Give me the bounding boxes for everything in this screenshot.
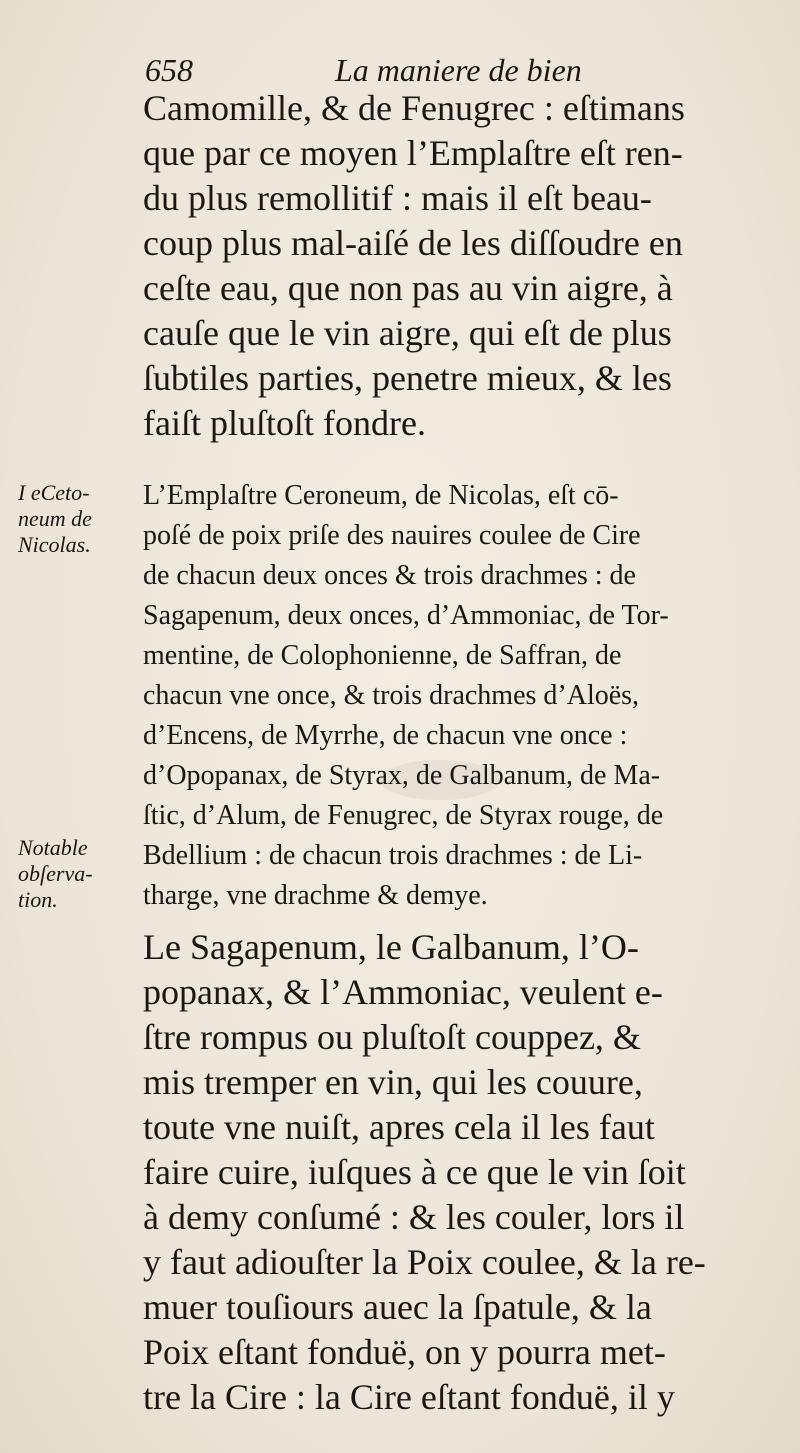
text-line: ceſte eau, que non pas au vin aigre, à: [143, 268, 673, 308]
text-line: à demy conſumé : & les couler, lors il: [143, 1197, 685, 1237]
text-line: coup plus mal-aiſé de les diſſoudre en: [143, 223, 683, 263]
text-line: y faut adiouſter la Poix coulee, & la re-: [143, 1242, 706, 1282]
text-line: ſtic, d’Alum, de Fenugrec, de Styrax rouge, de: [143, 800, 664, 831]
margin-note-observation: [18, 835, 148, 913]
text-line: d’Opopanax, de Styrax, de Galbanum, de Ma-: [143, 760, 661, 791]
text-line: d’Encens, de Myrrhe, de chacun vne once :: [143, 720, 628, 751]
text-line: mis tremper en vin, qui les couure,: [143, 1062, 643, 1102]
text-line: du plus remollitif : mais il eſt beau-: [143, 178, 652, 218]
text-line: ſtre rompus ou pluſtoſt couppez, &: [143, 1017, 641, 1057]
margin-note-line: neum de: [18, 506, 92, 531]
text-line: faire cuire, iuſques à ce que le vin ſoit: [143, 1152, 686, 1192]
text-line: Bdellium : de chacun trois drachmes : de Li-: [143, 840, 643, 871]
text-line: tharge, vne drachme & demye.: [143, 880, 488, 911]
text-line: cauſe que le vin aigre, qui eſt de plus: [143, 313, 672, 353]
text-line: toute vne nuiſt, apres cela il les faut: [143, 1107, 655, 1147]
text-line: Sagapenum, deux onces, d’Ammoniac, de Tor-: [143, 600, 669, 631]
text-line: Camomille, & de Fenugrec : eſtimans: [143, 88, 685, 128]
text-line: de chacun deux onces & trois drachmes : de: [143, 560, 636, 591]
margin-note-line: tion.: [18, 887, 58, 912]
text-line: muer touſiours auec la ſpatule, & la: [143, 1287, 652, 1327]
paragraph-1: [143, 86, 783, 446]
text-line: mentine, de Colophonienne, de Saffran, de: [143, 640, 622, 671]
text-line: faiſt pluſtoſt fondre.: [143, 403, 426, 443]
text-line: que par ce moyen l’Emplaſtre eſt ren-: [143, 133, 683, 173]
margin-note-line: obſerva-: [18, 861, 93, 886]
text-line: tre la Cire : la Cire eſtant fonduë, il y: [143, 1377, 675, 1417]
paragraph-2: [143, 476, 783, 916]
text-line: ſubtiles parties, penetre mieux, & les: [143, 358, 672, 398]
text-line: Poix eſtant fonduë, on y pourra met-: [143, 1332, 666, 1372]
text-line: poſé de poix priſe des nauires coulee de Cire: [143, 520, 641, 551]
text-line: L’Emplaſtre Ceroneum, de Nicolas, eſt cō-: [143, 480, 619, 511]
margin-note-line: Nicolas.: [18, 532, 91, 557]
paragraph-3: [143, 925, 783, 1420]
page-number: 658: [145, 52, 193, 88]
text-line: Le Sagapenum, le Galbanum, l’O-: [143, 927, 639, 967]
text-line: popanax, & l’Ammoniac, veulent e-: [143, 972, 663, 1012]
margin-note-line: I eCeto-: [18, 480, 90, 505]
running-title: La maniere de bien: [335, 52, 582, 88]
margin-note-line: Notable: [18, 835, 88, 860]
text-line: chacun vne once, & trois drachmes d’Aloës,: [143, 680, 640, 711]
margin-note-ceroneum: [18, 480, 148, 558]
